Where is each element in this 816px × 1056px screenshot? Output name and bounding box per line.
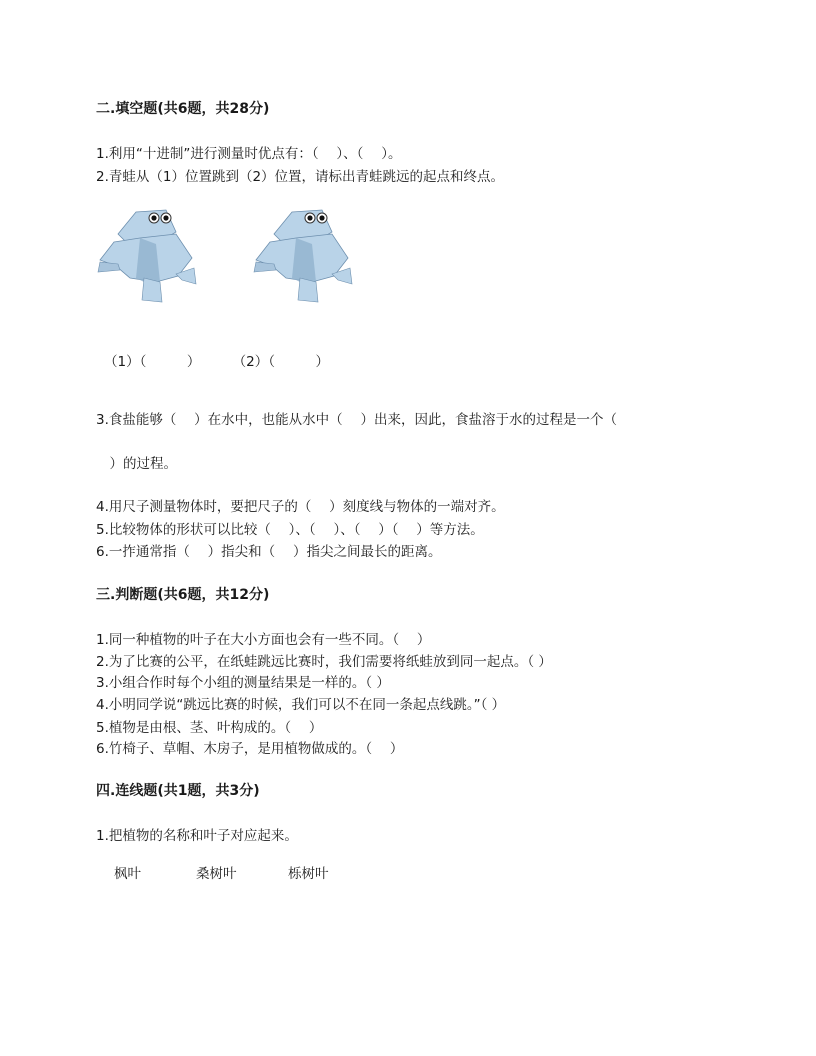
question-text: 6.竹椅子、草帽、木房子，是用植物做成的。（ ）	[96, 741, 404, 757]
question-text: 1.同一种植物的叶子在大小方面也会有一些不同。（ ）	[96, 632, 431, 648]
question-text: 4.小明同学说“跳远比赛的时候，我们可以不在同一条起点线跳。”（ ）	[96, 697, 506, 713]
section-title-match: 四.连线题(共1题，共3分)	[96, 783, 260, 799]
frog-label-1: （1）（ ）	[104, 354, 201, 370]
question-text: 5.比较物体的形状可以比较（ ）、（ ）、（ ）（ ）等方法。	[96, 522, 484, 538]
origami-frog-icon	[252, 204, 356, 304]
frog-position-labels	[104, 350, 357, 370]
leaf-name: 枫叶	[114, 866, 141, 882]
question-text: 1.利用“十进制”进行测量时优点有：（ ）、（ ）。	[96, 146, 402, 162]
leaf-names-row	[114, 862, 329, 882]
origami-frog-icon	[96, 204, 200, 304]
question-text: 6.一拃通常指（ ）指尖和（ ）指尖之间最长的距离。	[96, 544, 442, 560]
question-text: 2.青蛙从（1）位置跳到（2）位置，请标出青蛙跳远的起点和终点。	[96, 169, 505, 185]
leaf-name: 桑树叶	[196, 866, 237, 882]
question-text: ）的过程。	[96, 456, 177, 472]
question-text: 3.小组合作时每个小组的测量结果是一样的。（ ）	[96, 675, 390, 691]
section-title-fill-blank: 二.填空题(共6题，共28分)	[96, 101, 270, 117]
section-title-judge: 三.判断题(共6题，共12分)	[96, 587, 270, 603]
question-text: 3.食盐能够（ ）在水中，也能从水中（ ）出来，因此，食盐溶于水的过程是一个（	[96, 412, 617, 428]
question-text: 4.用尺子测量物体时，要把尺子的（ ）刻度线与物体的一端对齐。	[96, 499, 505, 515]
question-text: 2.为了比赛的公平，在纸蛙跳远比赛时，我们需要将纸蛙放到同一起点。（ ）	[96, 654, 552, 670]
frog-label-2: （2）（ ）	[232, 354, 329, 370]
question-text: 1.把植物的名称和叶子对应起来。	[96, 828, 298, 844]
question-text: 5.植物是由根、茎、叶构成的。（ ）	[96, 720, 323, 736]
leaf-name: 栎树叶	[288, 866, 329, 882]
